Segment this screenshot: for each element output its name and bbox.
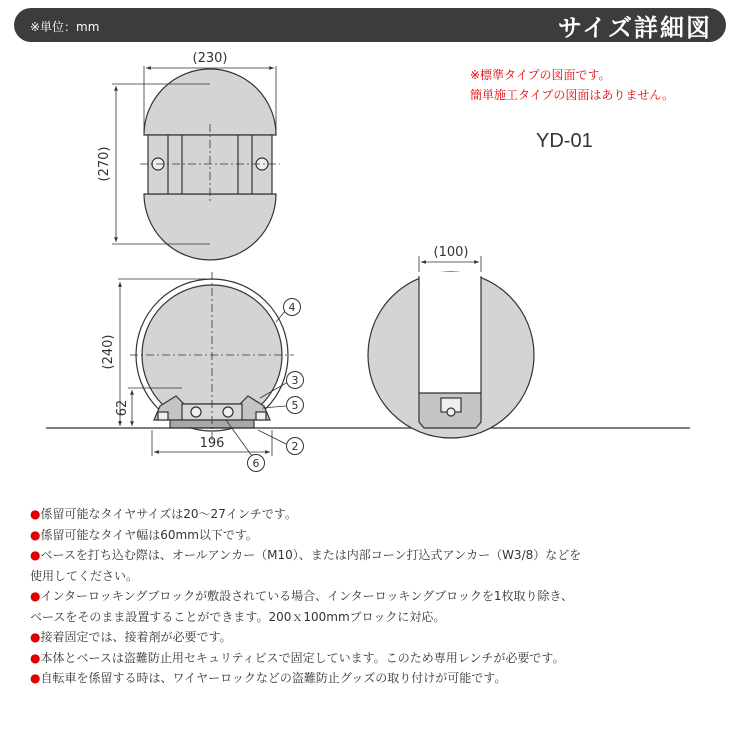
- note-standard-type: ※標準タイプの図面です。: [470, 68, 611, 82]
- part-number-6: 6: [252, 457, 260, 470]
- dim-top-width: (230): [192, 51, 228, 66]
- note-simple-type: 簡単施工タイプの図面はありません。: [470, 88, 675, 102]
- model-number: YD-01: [536, 130, 593, 152]
- page-title: サイズ詳細図: [557, 14, 712, 42]
- list-item: ●自転車を係留する時は、ワイヤーロックなどの盗難防止グッズの取り付けが可能です。: [30, 671, 507, 685]
- part-number-3: 3: [291, 374, 299, 387]
- list-item: ●接着固定では、接着剤が必要です。: [30, 630, 232, 644]
- list-item: ●インターロッキングブロックが敷設されている場合、インターロッキングブロックを1枚取り除き、: [30, 589, 574, 603]
- list-item: ●係留可能なタイヤ幅は60mm以下です。: [30, 527, 258, 542]
- dim-side-width: (100): [433, 245, 469, 260]
- list-item: ベースをそのまま設置することができます。200ｘ100mmブロックに対応。: [30, 609, 446, 624]
- list-item: ●係留可能なタイヤサイズは20～27インチです。: [30, 507, 297, 521]
- part-number-5: 5: [291, 399, 299, 412]
- dim-front-height: (240): [101, 334, 116, 370]
- top-view: [144, 69, 276, 260]
- part-number-2: 2: [291, 440, 299, 453]
- top-view-lower-dome: [144, 194, 276, 260]
- list-item: ●ベースを打ち込む際は、オールアンカー（M10）、または内部コーン打込式アンカー（W3/8）などを: [30, 548, 582, 562]
- side-view: [368, 272, 534, 438]
- dim-base-height: 62: [115, 399, 130, 417]
- dim-base-width: 196: [199, 436, 225, 451]
- dim-top-height: (270): [97, 146, 112, 182]
- spec-list: [30, 504, 730, 689]
- list-item: ●本体とベースは盗難防止用セキュリティビスで固定しています。このため専用レンチが必要です。: [30, 650, 565, 665]
- part-number-4: 4: [288, 301, 296, 314]
- list-item: 使用してください。: [30, 568, 139, 583]
- unit-label: ※単位：mm: [30, 20, 100, 34]
